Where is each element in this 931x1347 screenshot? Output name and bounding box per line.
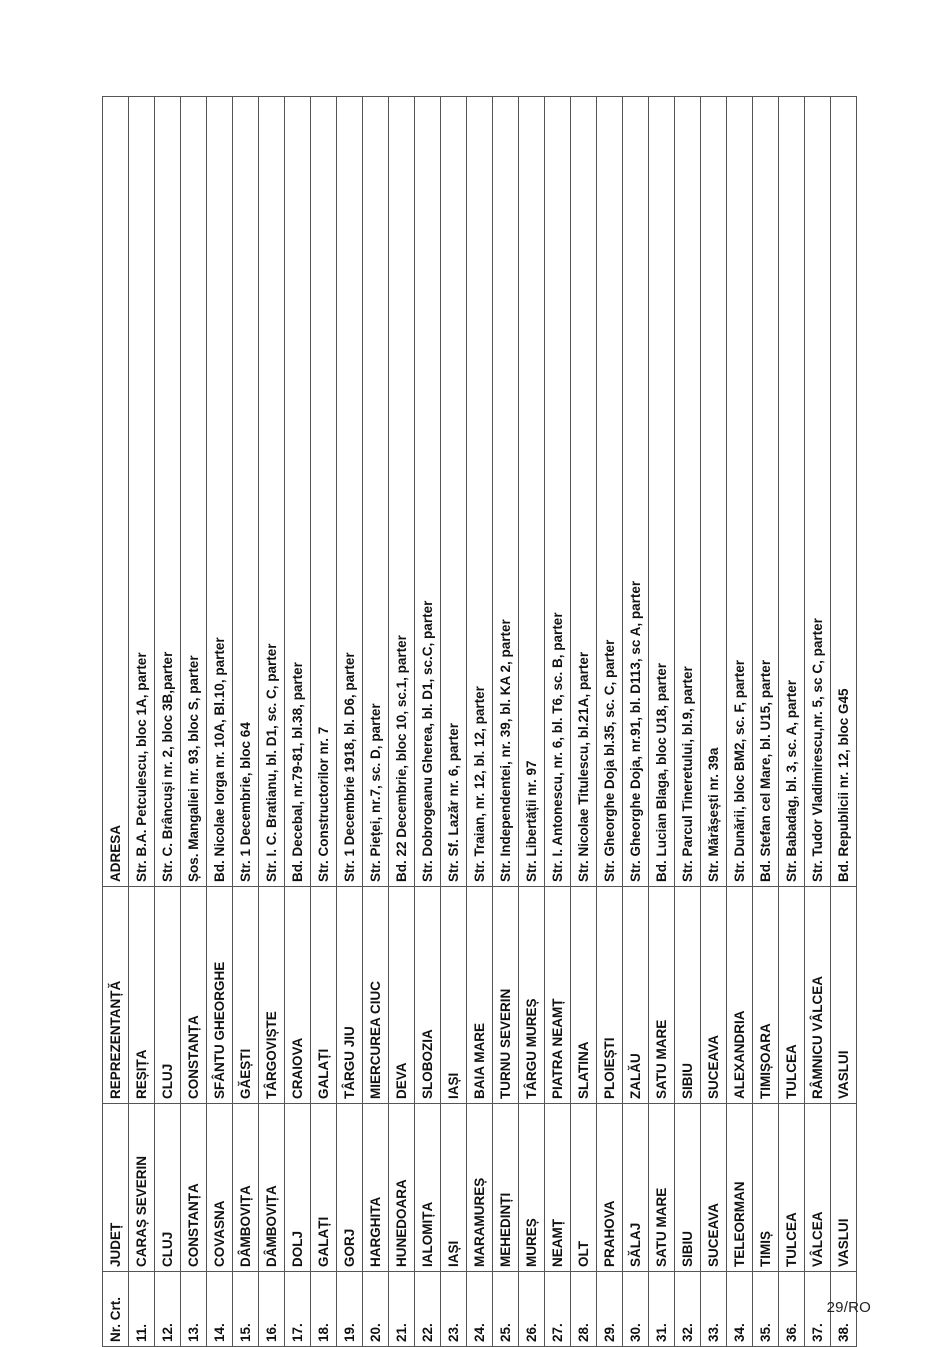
cell-adresa: Str. Constructorilor nr. 7 — [311, 97, 337, 887]
cell-judet: PRAHOVA — [597, 1104, 623, 1272]
cell-reprezentanta: SFÂNTU GHEORGHE — [207, 887, 233, 1104]
cell-adresa: Șos. Mangaliei nr. 93, bloc S, parter — [181, 97, 207, 887]
table-row — [233, 97, 259, 1347]
cell-adresa: Bd. 22 Decembrie, bloc 10, sc.1, parter — [389, 97, 415, 887]
cell-reprezentanta: SLATINA — [571, 887, 597, 1104]
cell-judet: CLUJ — [155, 1104, 181, 1272]
cell-adresa: Str. C. Brâncuși nr. 2, bloc 3B,parter — [155, 97, 181, 887]
cell-adresa: Str. Gheorghe Doja bl.35, sc. C, parter — [597, 97, 623, 887]
cell-judet: TELEORMAN — [727, 1104, 753, 1272]
cell-reprezentanta: DEVA — [389, 887, 415, 1104]
table-row — [207, 97, 233, 1347]
table-row — [701, 97, 727, 1347]
cell-nr-crt: 37. — [805, 1272, 831, 1347]
cell-nr-crt: 12. — [155, 1272, 181, 1347]
cell-adresa: Str. Dunării, bloc BM2, sc. F, parter — [727, 97, 753, 887]
cell-nr-crt: 36. — [779, 1272, 805, 1347]
cell-reprezentanta: TULCEA — [779, 887, 805, 1104]
cell-judet: TIMIȘ — [753, 1104, 779, 1272]
cell-reprezentanta: ALEXANDRIA — [727, 887, 753, 1104]
cell-nr-crt: 18. — [311, 1272, 337, 1347]
table-row — [831, 97, 857, 1347]
cell-nr-crt: 28. — [571, 1272, 597, 1347]
cell-judet: SUCEAVA — [701, 1104, 727, 1272]
representatives-table — [102, 96, 857, 1347]
cell-reprezentanta: TÂRGU JIU — [337, 887, 363, 1104]
cell-judet: SIBIU — [675, 1104, 701, 1272]
cell-adresa: Bd. Nicolae Iorga nr. 10A, Bl.10, parter — [207, 97, 233, 887]
cell-reprezentanta: RÂMNICU VÂLCEA — [805, 887, 831, 1104]
cell-nr-crt: 15. — [233, 1272, 259, 1347]
table-row — [597, 97, 623, 1347]
table-row — [753, 97, 779, 1347]
table-row — [675, 97, 701, 1347]
cell-adresa: Str. 1 Decembrie 1918, bl. D6, parter — [337, 97, 363, 887]
table-row — [285, 97, 311, 1347]
table-header-row — [103, 97, 129, 1347]
cell-judet: VÂLCEA — [805, 1104, 831, 1272]
cell-adresa: Str. Mărășești nr. 39a — [701, 97, 727, 887]
cell-judet: HUNEDOARA — [389, 1104, 415, 1272]
cell-judet: IAȘI — [441, 1104, 467, 1272]
table-row — [389, 97, 415, 1347]
table-row — [649, 97, 675, 1347]
cell-reprezentanta: TÂRGU MUREȘ — [519, 887, 545, 1104]
cell-nr-crt: 35. — [753, 1272, 779, 1347]
cell-judet: HARGHITA — [363, 1104, 389, 1272]
cell-nr-crt: 17. — [285, 1272, 311, 1347]
table-row — [545, 97, 571, 1347]
cell-nr-crt: 24. — [467, 1272, 493, 1347]
cell-reprezentanta: TIMIȘOARA — [753, 887, 779, 1104]
cell-reprezentanta: SUCEAVA — [701, 887, 727, 1104]
header-reprezentanta: REPREZENTANȚĂ — [103, 887, 129, 1104]
cell-judet: MARAMUREȘ — [467, 1104, 493, 1272]
table-row — [779, 97, 805, 1347]
cell-adresa: Str. Sf. Lazăr nr. 6, parter — [441, 97, 467, 887]
table-row — [805, 97, 831, 1347]
cell-reprezentanta: SLOBOZIA — [415, 887, 441, 1104]
cell-adresa: Str. Parcul Tineretului, bl.9, parter — [675, 97, 701, 887]
cell-reprezentanta: SIBIU — [675, 887, 701, 1104]
cell-nr-crt: 29. — [597, 1272, 623, 1347]
cell-adresa: Str. B.A. Petculescu, bloc 1A, parter — [129, 97, 155, 887]
table-row — [259, 97, 285, 1347]
cell-reprezentanta: ZALĂU — [623, 887, 649, 1104]
cell-reprezentanta: TÂRGOVIȘTE — [259, 887, 285, 1104]
cell-judet: CARAȘ SEVERIN — [129, 1104, 155, 1272]
cell-judet: CONSTANȚA — [181, 1104, 207, 1272]
cell-adresa: Bd. Decebal, nr.79-81, bl.38, parter — [285, 97, 311, 887]
cell-judet: GALAȚI — [311, 1104, 337, 1272]
cell-reprezentanta: VASLUI — [831, 887, 857, 1104]
header-adresa: ADRESA — [103, 97, 129, 887]
cell-reprezentanta: TURNU SEVERIN — [493, 887, 519, 1104]
cell-judet: DOLJ — [285, 1104, 311, 1272]
cell-reprezentanta: PIATRA NEAMȚ — [545, 887, 571, 1104]
cell-adresa: Str. 1 Decembrie, bloc 64 — [233, 97, 259, 887]
cell-nr-crt: 20. — [363, 1272, 389, 1347]
cell-adresa: Str. I. Antonescu, nr. 6, bl. T6, sc. B, parter — [545, 97, 571, 887]
cell-adresa: Bd. Republicii nr. 12, bloc G45 — [831, 97, 857, 887]
cell-judet: SATU MARE — [649, 1104, 675, 1272]
table-body — [129, 97, 857, 1347]
cell-adresa: Str. Gheorghe Doja, nr.91, bl. D113, sc A, parter — [623, 97, 649, 887]
cell-adresa: Str. Independentei, nr. 39, bl. KA 2, parter — [493, 97, 519, 887]
cell-adresa: Bd. Stefan cel Mare, bl. U15, parter — [753, 97, 779, 887]
cell-nr-crt: 30. — [623, 1272, 649, 1347]
cell-adresa: Str. Pieței, nr.7, sc. D, parter — [363, 97, 389, 887]
cell-reprezentanta: CLUJ — [155, 887, 181, 1104]
cell-adresa: Str. I. C. Bratianu, bl. D1, sc. C, parter — [259, 97, 285, 887]
cell-judet: NEAMȚ — [545, 1104, 571, 1272]
cell-judet: VASLUI — [831, 1104, 857, 1272]
table-row — [727, 97, 753, 1347]
cell-reprezentanta: REȘIȚA — [129, 887, 155, 1104]
cell-reprezentanta: CONSTANȚA — [181, 887, 207, 1104]
cell-nr-crt: 25. — [493, 1272, 519, 1347]
cell-judet: IALOMIȚA — [415, 1104, 441, 1272]
cell-nr-crt: 26. — [519, 1272, 545, 1347]
cell-reprezentanta: PLOIEȘTI — [597, 887, 623, 1104]
table-row — [519, 97, 545, 1347]
cell-reprezentanta: GALAȚI — [311, 887, 337, 1104]
cell-nr-crt: 14. — [207, 1272, 233, 1347]
cell-judet: DÂMBOVIȚA — [233, 1104, 259, 1272]
table-row — [363, 97, 389, 1347]
cell-judet: MEHEDINȚI — [493, 1104, 519, 1272]
cell-judet: OLT — [571, 1104, 597, 1272]
cell-nr-crt: 19. — [337, 1272, 363, 1347]
cell-judet: SĂLAJ — [623, 1104, 649, 1272]
table-row — [181, 97, 207, 1347]
header-nr-crt: Nr. Crt. — [103, 1272, 129, 1347]
cell-judet: DÂMBOVIȚA — [259, 1104, 285, 1272]
cell-nr-crt: 31. — [649, 1272, 675, 1347]
cell-adresa: Str. Nicolae Titulescu, bl.21A, parter — [571, 97, 597, 887]
table-row — [415, 97, 441, 1347]
table-row — [493, 97, 519, 1347]
cell-reprezentanta: CRAIOVA — [285, 887, 311, 1104]
cell-judet: GORJ — [337, 1104, 363, 1272]
cell-judet: TULCEA — [779, 1104, 805, 1272]
cell-nr-crt: 34. — [727, 1272, 753, 1347]
cell-adresa: Str. Babadag, bl. 3, sc. A, parter — [779, 97, 805, 887]
cell-reprezentanta: MIERCUREA CIUC — [363, 887, 389, 1104]
cell-nr-crt: 11. — [129, 1272, 155, 1347]
table-row — [467, 97, 493, 1347]
cell-nr-crt: 33. — [701, 1272, 727, 1347]
cell-nr-crt: 13. — [181, 1272, 207, 1347]
table-row — [337, 97, 363, 1347]
cell-judet: COVASNA — [207, 1104, 233, 1272]
cell-nr-crt: 16. — [259, 1272, 285, 1347]
table-row — [571, 97, 597, 1347]
cell-judet: MUREȘ — [519, 1104, 545, 1272]
cell-reprezentanta: BAIA MARE — [467, 887, 493, 1104]
cell-adresa: Str. Traian, nr. 12, bl. 12, parter — [467, 97, 493, 887]
table-row — [155, 97, 181, 1347]
table-row — [441, 97, 467, 1347]
cell-adresa: Str. Dobrogeanu Gherea, bl. D1, sc.C, parter — [415, 97, 441, 887]
cell-adresa: Bd. Lucian Blaga, bloc U18, parter — [649, 97, 675, 887]
cell-nr-crt: 38. — [831, 1272, 857, 1347]
cell-nr-crt: 23. — [441, 1272, 467, 1347]
cell-nr-crt: 27. — [545, 1272, 571, 1347]
cell-nr-crt: 21. — [389, 1272, 415, 1347]
table-row — [311, 97, 337, 1347]
cell-nr-crt: 22. — [415, 1272, 441, 1347]
page-number: 29/RO — [826, 1299, 871, 1316]
cell-reprezentanta: IAȘI — [441, 887, 467, 1104]
cell-nr-crt: 32. — [675, 1272, 701, 1347]
cell-reprezentanta: SATU MARE — [649, 887, 675, 1104]
cell-reprezentanta: GĂEȘTI — [233, 887, 259, 1104]
cell-adresa: Str. Tudor Vladimirescu,nr. 5, sc C, parter — [805, 97, 831, 887]
header-judet: JUDEȚ — [103, 1104, 129, 1272]
table-row — [623, 97, 649, 1347]
cell-adresa: Str. Libertății nr. 97 — [519, 97, 545, 887]
table-row — [129, 97, 155, 1347]
